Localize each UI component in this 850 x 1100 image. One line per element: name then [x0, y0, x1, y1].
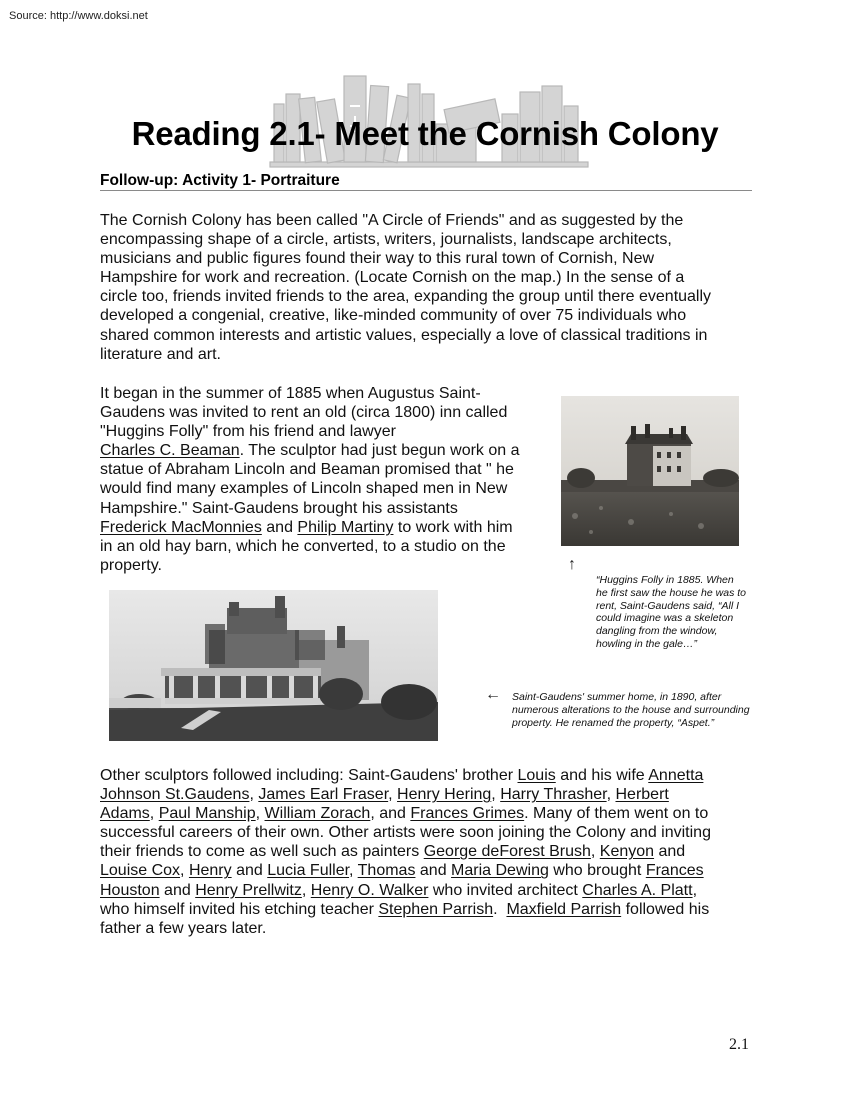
link-frances[interactable]: Frances — [645, 862, 704, 880]
link-herbert-adams[interactable]: Adams — [100, 805, 150, 823]
link-charles-beaman[interactable]: Charles C. Beaman — [100, 442, 240, 460]
link-herbert[interactable]: Herbert — [615, 786, 669, 804]
text-segment: and — [654, 843, 686, 861]
link-william-zorach[interactable]: William Zorach — [264, 805, 371, 823]
huggins-folly-photo — [561, 396, 739, 546]
text-line — [100, 441, 550, 460]
aspet-caption: Saint-Gaudens' summer home, in 1890, after numerous alterations to the house and surrounding property. He renamed the property, “Aspet.” — [512, 691, 750, 729]
text-line — [100, 842, 750, 861]
text-line: statue of Abraham Lincoln and Beaman promised that " he — [100, 461, 514, 479]
text-segment: to work with him — [393, 518, 513, 536]
text-line — [100, 881, 750, 900]
section-subtitle: Follow-up: Activity 1- Portraiture — [100, 172, 340, 189]
link-henry-prellwitz[interactable]: Henry Prellwitz — [195, 881, 302, 899]
text-segment: and — [159, 881, 196, 899]
history-paragraph — [100, 384, 550, 575]
text-line: property. — [100, 556, 162, 574]
text-segment: who invited architect — [428, 881, 583, 899]
text-line: The Cornish Colony has been called "A Circle of Friends" and as suggested by the — [100, 212, 684, 229]
text-segment: . Many of them went on to — [524, 805, 709, 823]
text-line — [100, 804, 750, 823]
page-title: Reading 2.1- Meet the Cornish Colony — [131, 115, 719, 152]
arrow-left-icon: ← — [485, 686, 501, 703]
link-lucia-fuller[interactable]: Lucia Fuller — [267, 862, 350, 880]
text-segment: , — [349, 862, 358, 880]
intro-paragraph — [100, 211, 750, 364]
text-segment: , — [255, 805, 265, 823]
text-segment: and — [415, 862, 452, 880]
header-divider — [100, 190, 752, 191]
text-line: father a few years later. — [100, 919, 267, 937]
text-line: encompassing shape of a circle, artists, writers, journalists, landscape architects, — [100, 231, 672, 249]
text-line: literature and art. — [100, 345, 221, 363]
link-kenyon[interactable]: Kenyon — [599, 843, 655, 861]
link-henry-o-walker[interactable]: Henry O. Walker — [310, 881, 429, 899]
arrow-up-icon: ↑ — [568, 556, 576, 573]
text-segment: their friends to come as well such as painters — [100, 843, 424, 861]
link-louis[interactable]: Louis — [517, 767, 556, 784]
text-segment: , — [180, 862, 189, 880]
link-frederick-macmonnies[interactable]: Frederick MacMonnies — [100, 518, 262, 536]
text-line — [100, 785, 750, 804]
sculptors-paragraph — [100, 766, 750, 938]
page-number: 2.1 — [729, 1036, 749, 1053]
text-line: successful careers of their own. Other artists were soon joining the Colony and inviting — [100, 824, 711, 842]
link-thomas-dewing[interactable]: Thomas — [357, 862, 416, 880]
text-segment: , — [606, 786, 616, 804]
link-annetta[interactable]: Annetta — [648, 767, 704, 784]
text-line: Hampshire for work and recreation. (Locate Cornish on the map.) In the sense of a — [100, 269, 685, 287]
text-segment: who brought — [548, 862, 646, 880]
text-line — [100, 518, 550, 537]
text-segment: Other sculptors followed including: Saint-Gaudens' brother — [100, 767, 518, 784]
text-line — [100, 900, 750, 919]
link-henry-fuller[interactable]: Henry — [188, 862, 232, 880]
source-label: Source: http://www.doksi.net — [9, 10, 148, 22]
text-segment: , — [388, 786, 398, 804]
text-line: Hampshire." Saint-Gaudens brought his assistants — [100, 499, 458, 517]
text-segment: , — [301, 881, 311, 899]
link-harry-thrasher[interactable]: Harry Thrasher — [500, 786, 607, 804]
link-charles-a-platt[interactable]: Charles A. Platt — [582, 881, 693, 899]
link-maxfield-parrish[interactable]: Maxfield Parrish — [506, 900, 622, 918]
link-maria-dewing[interactable]: Maria Dewing — [451, 862, 549, 880]
text-line: in an old hay barn, which he converted, to a studio on the — [100, 537, 506, 555]
huggins-folly-caption: “Huggins Folly in 1885. When he first saw the house he was to rent, Saint-Gaudens said, “All I could imagine was a skeleton dangling from the window, howling in the gale…” — [596, 574, 746, 650]
link-philip-martiny[interactable]: Philip Martiny — [297, 518, 394, 536]
text-line: It began in the summer of 1885 when Augustus Saint- — [100, 385, 481, 402]
text-segment: . The sculptor had just begun work on a — [239, 442, 520, 460]
text-segment: , — [692, 881, 698, 899]
link-henry-hering[interactable]: Henry Hering — [397, 786, 492, 804]
text-line — [100, 766, 750, 785]
link-paul-manship[interactable]: Paul Manship — [158, 805, 256, 823]
text-segment: , and — [370, 805, 411, 823]
text-line: musicians and public figures found their way to this rural town of Cornish, New — [100, 250, 655, 268]
text-line: circle too, friends invited friends to the area, expanding the group until there eventually — [100, 288, 712, 306]
text-segment: and his wife — [555, 767, 649, 784]
link-frances-houston[interactable]: Houston — [100, 881, 160, 899]
text-segment: , — [149, 805, 159, 823]
text-segment: , — [491, 786, 501, 804]
link-frances-grimes[interactable]: Frances Grimes — [410, 805, 525, 823]
link-louise-cox[interactable]: Louise Cox — [100, 862, 181, 880]
text-line: would find many examples of Lincoln shaped men in New — [100, 480, 508, 498]
text-line: Gaudens was invited to rent an old (circa 1800) inn called — [100, 404, 508, 422]
aspet-photo — [109, 590, 438, 741]
text-segment: who himself invited his etching teacher — [100, 900, 379, 918]
text-segment: followed his — [621, 900, 710, 918]
link-stephen-parrish[interactable]: Stephen Parrish — [378, 900, 494, 918]
text-line: developed a congenial, creative, like-minded community of over 75 individuals who — [100, 307, 687, 325]
text-segment: and — [261, 518, 298, 536]
text-line — [100, 861, 750, 880]
link-james-earl-fraser[interactable]: James Earl Fraser — [258, 786, 389, 804]
text-segment: and — [231, 862, 268, 880]
text-segment: . — [493, 900, 507, 918]
text-segment: , — [590, 843, 600, 861]
text-line: "Huggins Folly" from his friend and lawyer — [100, 423, 396, 441]
link-george-deforest-brush[interactable]: George deForest Brush — [423, 843, 591, 861]
text-segment: , — [249, 786, 259, 804]
text-line: shared common interests and artistic values, especially a love of classical traditions in — [100, 326, 708, 344]
link-annetta-johnson[interactable]: Johnson St.Gaudens — [100, 786, 250, 804]
